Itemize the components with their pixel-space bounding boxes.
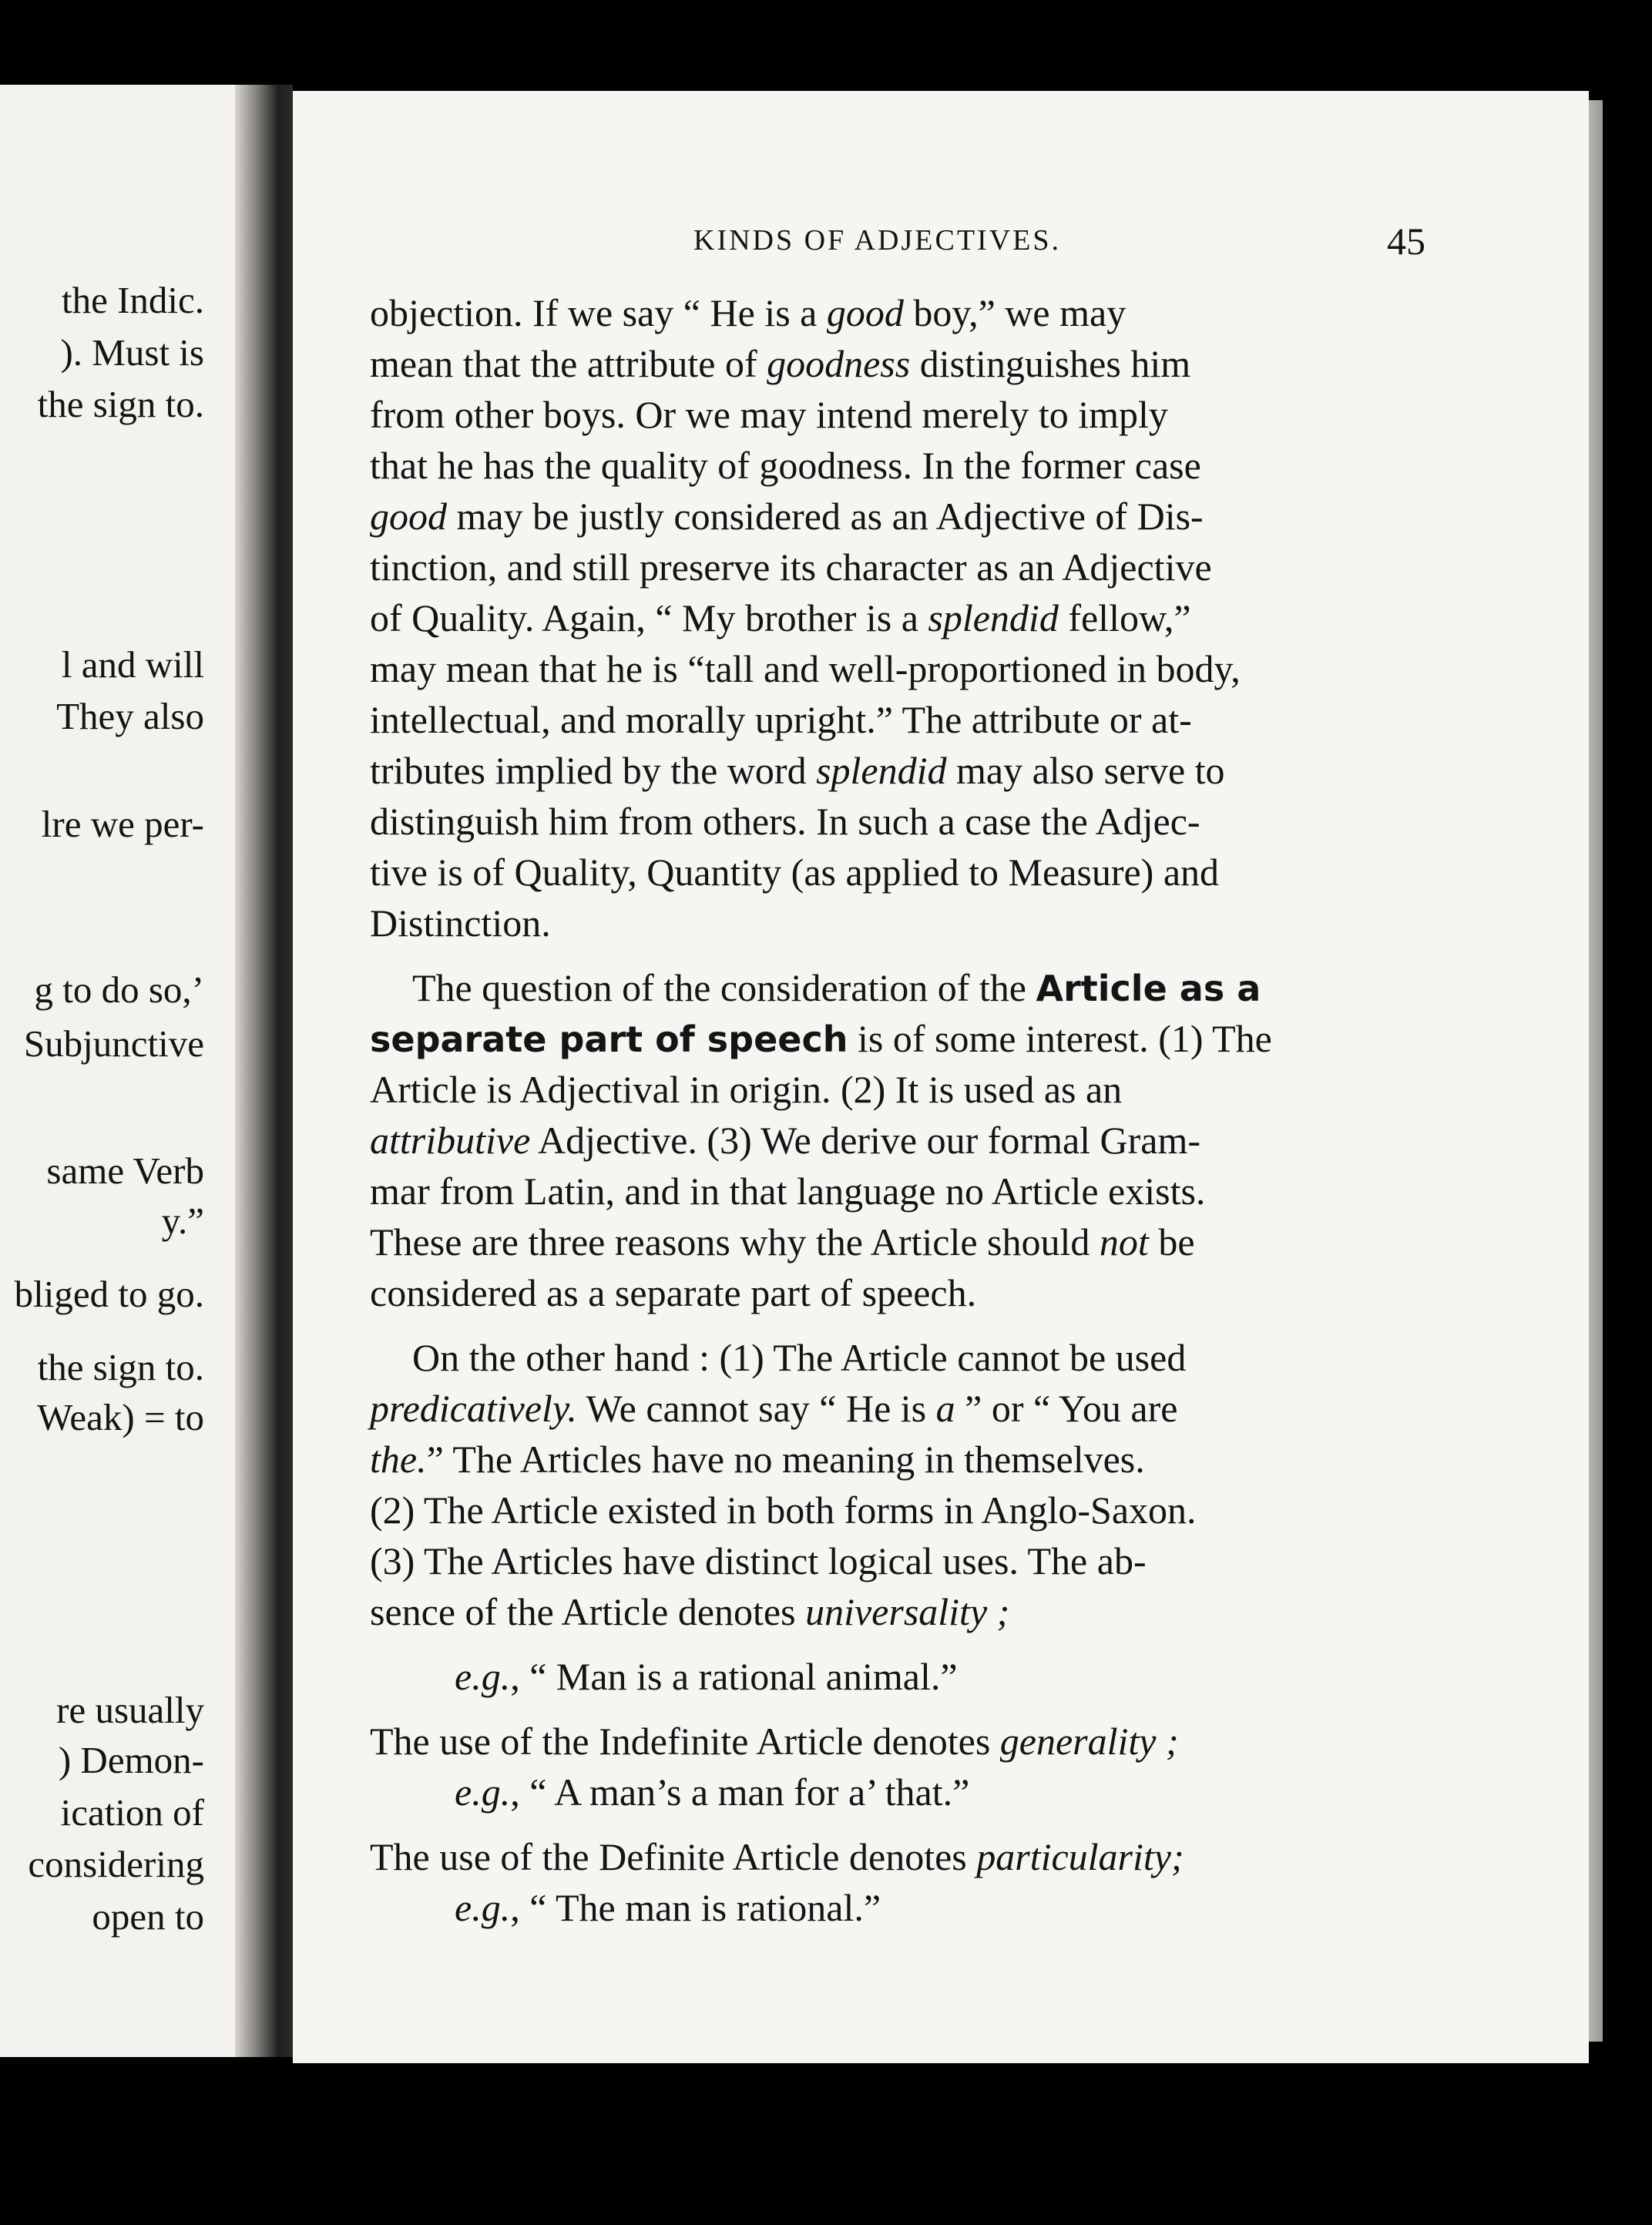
running-head: KINDS OF ADJECTIVES. <box>693 224 1061 257</box>
text-line: distinguish him from others. In such a case the Adjec- <box>370 800 1200 843</box>
text-line: tributes implied by the word splendid may also serve to <box>370 749 1225 792</box>
page-number: 45 <box>1387 220 1425 263</box>
text-line: objection. If we say “ He is a good boy,” we may <box>370 291 1127 334</box>
left-page-line: y.” <box>161 1200 204 1242</box>
text-line: mar from Latin, and in that language no Article exists. <box>370 1170 1206 1213</box>
left-page-line: the sign to. <box>37 1346 204 1388</box>
text-line: sence of the Article denotes universality ; <box>370 1590 1010 1633</box>
left-facing-page <box>0 85 235 2057</box>
example-line: e.g., “ The man is rational.” <box>455 1886 881 1929</box>
left-page-line: ication of <box>60 1791 204 1834</box>
text-line: from other boys. Or we may intend merely to imply <box>370 393 1168 436</box>
text-line: (3) The Articles have distinct logical uses. The ab- <box>370 1539 1147 1582</box>
text-line: (2) The Article existed in both forms in Anglo-Saxon. <box>370 1488 1197 1532</box>
bold-term: Article as a <box>1036 968 1261 1009</box>
text-line: The use of the Indefinite Article denotes generality ; <box>370 1720 1179 1763</box>
left-page-line: re usually <box>56 1689 204 1731</box>
text-line: Distinction. <box>370 901 551 945</box>
left-page-line: bliged to go. <box>14 1273 204 1315</box>
book-gutter <box>235 85 293 2057</box>
text-line: of Quality. Again, “ My brother is a splendid fellow,” <box>370 596 1191 639</box>
text-line: tive is of Quality, Quantity (as applied to Measure) and <box>370 851 1220 894</box>
left-page-line: g to do so,’ <box>34 968 204 1011</box>
text-line: mean that the attribute of goodness distinguishes him <box>370 342 1191 385</box>
left-page-line: same Verb <box>46 1149 204 1192</box>
text-line: The use of the Definite Article denotes particularity; <box>370 1835 1184 1878</box>
left-page-line: the sign to. <box>37 383 204 425</box>
left-page-line: the Indic. <box>61 279 204 321</box>
text-line: tinction, and still preserve its character as an Adjective <box>370 545 1212 589</box>
bold-term: separate part of speech <box>370 1019 848 1060</box>
body-text <box>370 287 1526 1933</box>
example-line: e.g., “ A man’s a man for a’ that.” <box>455 1770 970 1814</box>
left-page-line: considering <box>28 1843 204 1885</box>
left-page-line: Weak) = to <box>37 1396 204 1438</box>
text-line: On the other hand : (1) The Article cannot be used <box>412 1336 1187 1379</box>
left-page-line: Subjunctive <box>23 1022 204 1065</box>
text-line: that he has the quality of goodness. In the former case <box>370 444 1201 487</box>
left-page-line: open to <box>92 1895 204 1938</box>
left-page-line: ) Demon- <box>58 1739 204 1781</box>
example-line: e.g., “ Man is a rational animal.” <box>455 1655 958 1698</box>
left-page-line: ). Must is <box>60 331 204 374</box>
text-line: good may be justly considered as an Adjective of Dis- <box>370 495 1204 538</box>
text-line: considered as a separate part of speech. <box>370 1271 977 1314</box>
text-line: may mean that he is “tall and well-proportioned in body, <box>370 647 1241 690</box>
text-line: predicatively. We cannot say “ He is a ” or “ You are <box>370 1387 1178 1430</box>
text-line: The question of the consideration of the Article as a <box>412 966 1261 1009</box>
text-line: Article is Adjectival in origin. (2) It is used as an <box>370 1068 1123 1111</box>
text-line: attributive Adjective. (3) We derive our formal Gram- <box>370 1119 1201 1162</box>
text-line: the.” The Articles have no meaning in themselves. <box>370 1438 1145 1481</box>
right-page <box>293 91 1589 2063</box>
left-page-line: lre we per- <box>41 803 204 845</box>
text-line: intellectual, and morally upright.” The attribute or at- <box>370 698 1192 741</box>
left-page-line: They also <box>56 695 204 737</box>
left-page-line: l and will <box>61 643 204 686</box>
text-line: These are three reasons why the Article should not be <box>370 1220 1195 1264</box>
text-line: separate part of speech is of some interest. (1) The <box>370 1017 1272 1060</box>
